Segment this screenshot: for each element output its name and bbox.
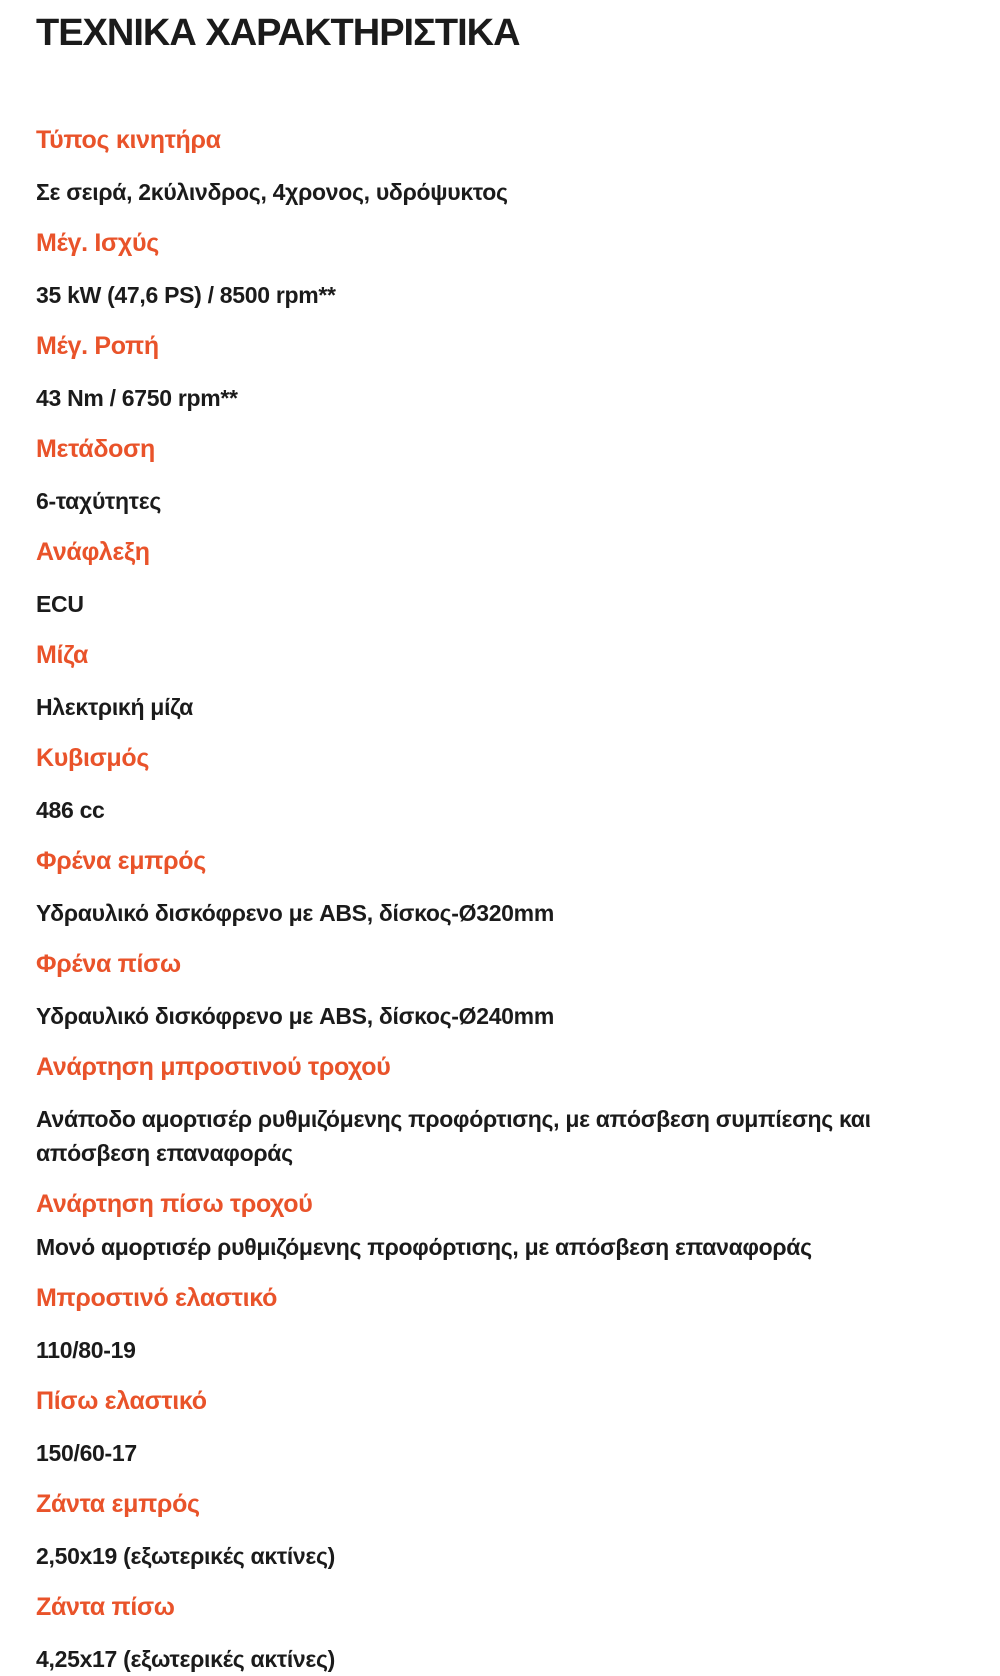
spec-value: 486 cc (36, 796, 105, 823)
spec-value: ECU (36, 590, 84, 617)
page-title: ΤΕΧΝΙΚΑ ΧΑΡΑΚΤΗΡΙΣΤΙΚΑ (36, 12, 520, 54)
spec-label: Ζάντα πίσω (36, 1592, 175, 1621)
spec-value: 2,50x19 (εξωτερικές ακτίνες) (36, 1542, 336, 1569)
spec-value: 43 Nm / 6750 rpm** (36, 384, 238, 411)
spec-row (36, 229, 950, 312)
spec-label: Ανάφλεξη (36, 537, 150, 566)
spec-row (36, 1284, 950, 1367)
spec-label: Φρένα πίσω (36, 949, 181, 978)
spec-value: Ανάποδο αμορτισέρ ρυθμιζόμενης προφόρτισης, με απόσβεση συμπίεσης και απόσβεση επαναφοράς (36, 1105, 871, 1166)
spec-label: Φρένα εμπρός (36, 846, 206, 875)
spec-value: 150/60-17 (36, 1439, 137, 1466)
spec-value: 35 kW (47,6 PS) / 8500 rpm** (36, 281, 336, 308)
spec-row (36, 538, 950, 621)
spec-label: Μέγ. Ροπή (36, 331, 159, 360)
spec-label: Μπροστινό ελαστικό (36, 1283, 278, 1312)
spec-value: 110/80-19 (36, 1336, 136, 1363)
spec-row (36, 435, 950, 518)
spec-list (36, 126, 950, 1676)
spec-row (36, 641, 950, 724)
spec-label: Ανάρτηση πίσω τροχού (36, 1189, 313, 1218)
spec-label: Μετάδοση (36, 434, 155, 463)
spec-label: Τύπος κινητήρα (36, 125, 221, 154)
spec-value: 6-ταχύτητες (36, 487, 161, 514)
spec-row (36, 126, 950, 209)
spec-value: Ηλεκτρική μίζα (36, 693, 193, 720)
spec-label: Μέγ. Ισχύς (36, 228, 159, 257)
spec-value: Υδραυλικό δισκόφρενο με ABS, δίσκος-Ø240mm (36, 1002, 554, 1029)
spec-label: Κυβισμός (36, 743, 150, 772)
spec-label: Μίζα (36, 640, 89, 669)
spec-value: 4,25x17 (εξωτερικές ακτίνες) (36, 1645, 336, 1672)
spec-value: Μονό αμορτισέρ ρυθμιζόμενης προφόρτισης, με απόσβεση επαναφοράς (36, 1233, 812, 1260)
spec-row (36, 847, 950, 930)
spec-row (36, 744, 950, 827)
spec-label: Ζάντα εμπρός (36, 1489, 200, 1518)
spec-row (36, 1387, 950, 1470)
spec-label: Πίσω ελαστικό (36, 1386, 207, 1415)
spec-row (36, 1490, 950, 1573)
spec-value: Σε σειρά, 2κύλινδρος, 4χρονος, υδρόψυκτος (36, 178, 508, 205)
spec-label: Ανάρτηση μπροστινού τροχού (36, 1052, 391, 1081)
spec-value: Υδραυλικό δισκόφρενο με ABS, δίσκος-Ø320mm (36, 899, 554, 926)
spec-row (36, 332, 950, 415)
spec-row (36, 1190, 950, 1264)
spec-row (36, 1053, 950, 1170)
spec-row (36, 1593, 950, 1676)
spec-row (36, 950, 950, 1033)
